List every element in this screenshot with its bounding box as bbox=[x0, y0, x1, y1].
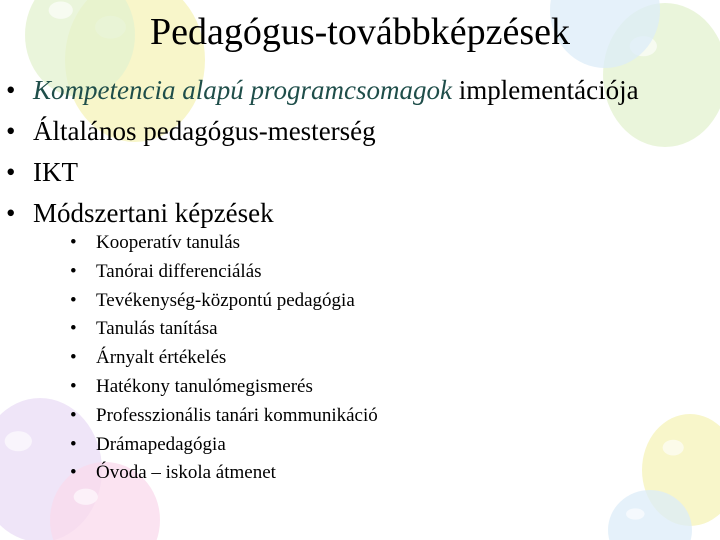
bullet-icon: • bbox=[70, 232, 77, 253]
sub-item-text: Kooperatív tanulás bbox=[96, 232, 241, 253]
bullet-icon: • bbox=[6, 116, 16, 146]
main-item-text bbox=[33, 152, 78, 193]
sub-item-text: Hatékony tanulómegismerés bbox=[96, 375, 313, 397]
bullet-icon: • bbox=[6, 75, 16, 105]
main-list-item bbox=[0, 152, 720, 193]
emphasized-text: Kompetencia alapú programcsomagok bbox=[33, 75, 452, 105]
sub-list-item bbox=[0, 287, 720, 316]
item-text: implementációja bbox=[451, 75, 639, 105]
sub-list-item bbox=[0, 431, 720, 460]
sub-list-item bbox=[0, 229, 720, 258]
bullet-icon: • bbox=[70, 347, 77, 369]
sub-item-text: Drámapedagógia bbox=[96, 433, 226, 455]
bullet-icon: • bbox=[70, 404, 77, 426]
sub-item-text: Tevékenység-központú pedagógia bbox=[96, 289, 355, 311]
sub-item-text: Professzionális tanári kommunikáció bbox=[96, 404, 378, 426]
bullet-icon: • bbox=[6, 198, 16, 228]
bullet-icon: • bbox=[70, 375, 77, 397]
sub-list-item bbox=[0, 402, 720, 431]
sub-list-item bbox=[0, 258, 720, 287]
slide-title: Pedagógus-továbbképzések bbox=[150, 11, 570, 53]
sub-list-item bbox=[0, 459, 720, 488]
bullet-icon: • bbox=[70, 289, 77, 311]
main-bullet-list bbox=[0, 70, 720, 234]
main-item-text bbox=[33, 193, 274, 234]
sub-item-text: Árnyalt értékelés bbox=[96, 347, 227, 369]
main-item-text bbox=[33, 111, 376, 152]
sub-list-item bbox=[0, 344, 720, 373]
sub-item-text: Tanulás tanítása bbox=[96, 318, 218, 340]
item-text: Általános pedagógus-mesterség bbox=[33, 116, 376, 146]
main-list-item bbox=[0, 193, 720, 234]
balloon-highlight bbox=[626, 508, 644, 519]
sub-list-item bbox=[0, 373, 720, 402]
bullet-icon: • bbox=[70, 318, 77, 340]
sub-bullet-list bbox=[0, 229, 720, 488]
bullet-icon: • bbox=[70, 260, 77, 282]
balloon-highlight bbox=[74, 489, 98, 505]
item-text: IKT bbox=[33, 157, 78, 187]
item-text: Módszertani képzések bbox=[33, 198, 274, 228]
sub-item-text: Óvoda – iskola átmenet bbox=[96, 462, 276, 484]
sub-list-item bbox=[0, 315, 720, 344]
bullet-icon: • bbox=[70, 462, 77, 484]
main-item-text bbox=[33, 70, 639, 111]
main-list-item bbox=[0, 70, 720, 111]
main-list-item bbox=[0, 111, 720, 152]
bullet-icon: • bbox=[70, 433, 77, 455]
bullet-icon: • bbox=[6, 157, 16, 187]
sub-item-text: Tanórai differenciálás bbox=[96, 260, 262, 282]
